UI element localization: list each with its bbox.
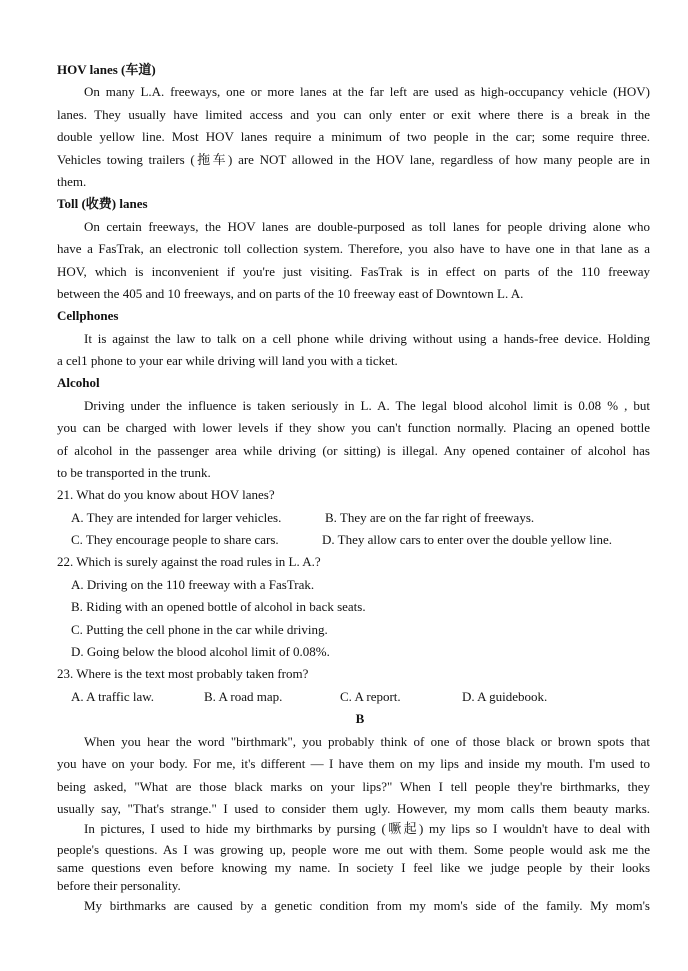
heading-cellphones: Cellphones <box>57 308 119 323</box>
passage-b-p1-line-2: you have on your body. For me, it's different — I have them on my lips and inside my mouth. I'm used to <box>57 756 650 771</box>
question-22-option-a: A. Driving on the 110 freeway with a FasTrak. <box>71 577 315 592</box>
passage-b-p1-line-1: When you hear the word "birthmark", you probably think of one of those black or brown spots that <box>84 734 650 749</box>
question-23-option-b: B. A road map. <box>204 689 283 704</box>
question-23-option-a: A. A traffic law. <box>71 689 155 704</box>
toll-line-3: HOV, which is inconvenient if you're just visiting. FasTrak is in effect on parts of the 110 freeway <box>57 264 650 279</box>
question-22-option-c: C. Putting the cell phone in the car while driving. <box>71 622 328 637</box>
heading-toll-lanes: Toll (收费) lanes <box>57 196 148 211</box>
question-22-stem: 22. Which is surely against the road rules in L. A.? <box>57 554 321 569</box>
passage-b-p2-line-1: In pictures, I used to hide my birthmarks by pursing (噘起) my lips so I wouldn't have to deal with <box>84 821 650 836</box>
hov-line-4: Vehicles towing trailers (拖车) are NOT allowed in the HOV lane, regardless of how many people are in <box>57 152 650 167</box>
alcohol-line-4: to be transported in the trunk. <box>57 465 211 480</box>
question-21-stem: 21. What do you know about HOV lanes? <box>57 487 275 502</box>
cell-line-2: a cel1 phone to your ear while driving will land you with a ticket. <box>57 353 398 368</box>
heading-hov-lanes: HOV lanes (车道) <box>57 62 156 77</box>
passage-b-label: B <box>355 711 365 726</box>
alcohol-line-2: you can be charged with lower levels if they show you can't function normally. Placing an opened bottle <box>57 420 650 435</box>
toll-line-1: On certain freeways, the HOV lanes are double-purposed as toll lanes for people driving alone who <box>84 219 650 234</box>
question-23-stem: 23. Where is the text most probably taken from? <box>57 666 309 681</box>
passage-b-p2-line-4: before their personality. <box>57 878 181 893</box>
question-21-option-a: A. They are intended for larger vehicles. <box>71 510 282 525</box>
heading-alcohol: Alcohol <box>57 375 100 390</box>
hov-line-1: On many L.A. freeways, one or more lanes at the far left are used as high-occupancy vehicle (HOV) <box>84 84 650 99</box>
question-23-option-c: C. A report. <box>340 689 401 704</box>
question-21-option-d: D. They allow cars to enter over the double yellow line. <box>322 532 613 547</box>
passage-b-p1-line-4: usually say, "That's strange." I used to consider them ugly. However, my mom calls them beauty marks. <box>57 801 650 816</box>
passage-b-p2-line-3: same questions even before knowing my name. In society I feel like we judge people by their looks <box>57 860 650 875</box>
alcohol-line-3: of alcohol in the passenger area while driving (or sitting) is illegal. Any opened container of alcohol has <box>57 443 650 458</box>
passage-b-p1-line-3: being asked, "What are those black marks on your lips?" When I tell people they're birthmarks, they <box>57 779 650 794</box>
toll-line-4: between the 405 and 10 freeways, and on parts of the 10 freeway east of Downtown L. A. <box>57 286 524 301</box>
passage-b-p3-line-1: My birthmarks are caused by a genetic condition from my mom's side of the family. My mom's <box>84 898 650 913</box>
question-22-option-d: D. Going below the blood alcohol limit of 0.08%. <box>71 644 330 659</box>
hov-line-5: them. <box>57 174 87 189</box>
hov-line-3: double yellow line. Most HOV lanes require a minimum of two people in the car; some require three. <box>57 129 650 144</box>
hov-line-2: lanes. They usually have limited access and you can only enter or exit where there is a break in the <box>57 107 650 122</box>
alcohol-line-1: Driving under the influence is taken seriously in L. A. The legal blood alcohol limit is 0.08 % , but <box>84 398 650 413</box>
question-21-option-b: B. They are on the far right of freeways. <box>325 510 535 525</box>
question-23-option-d: D. A guidebook. <box>462 689 548 704</box>
cell-line-1: It is against the law to talk on a cell phone while driving without using a hands-free device. Holding <box>84 331 650 346</box>
question-21-option-c: C. They encourage people to share cars. <box>71 532 279 547</box>
question-22-option-b: B. Riding with an opened bottle of alcohol in back seats. <box>71 599 366 614</box>
passage-b-p2-line-2: people's questions. As I was growing up, people wore me out with them. Some people would ask me the <box>57 842 650 857</box>
toll-line-2: have a FasTrak, an electronic toll collection system. Therefore, you also have to have one in that lane as a <box>57 241 650 256</box>
